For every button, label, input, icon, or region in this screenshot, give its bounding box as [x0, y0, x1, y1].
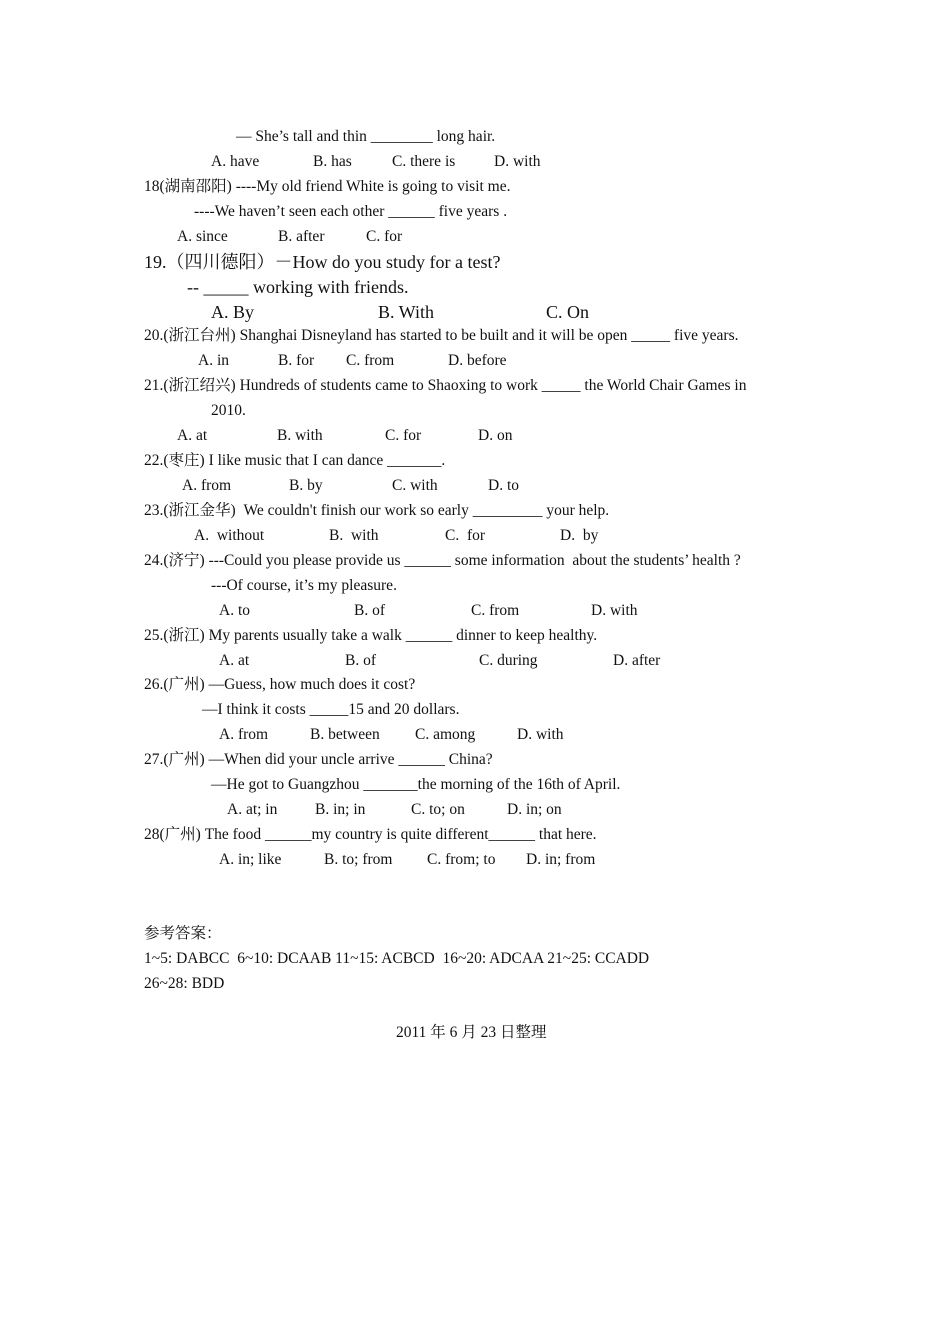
q27-question: 27.(广州) —When did your uncle arrive ______ China?	[144, 751, 493, 768]
q20-option-c: C. from	[346, 352, 395, 369]
q17-option-c: C. there is	[392, 153, 456, 170]
q21-option-b: B. with	[277, 427, 323, 444]
q26-option-a: A. from	[219, 726, 269, 743]
q17-option-d: D. with	[494, 153, 541, 170]
q24-option-b: B. of	[354, 602, 385, 619]
q20-question: 20.(浙江台州) Shanghai Disneyland has started to be built and it will be open _____ five years.	[144, 327, 739, 344]
q19-option-b: B. With	[378, 302, 434, 322]
q24-option-d: D. with	[591, 602, 638, 619]
q23-question: 23.(浙江金华) We couldn't finish our work so early _________ your help.	[144, 502, 610, 519]
q22-option-b: B. by	[289, 477, 323, 494]
q21-option-d: D. on	[478, 427, 513, 444]
q27-reply: —He got to Guangzhou _______the morning of the 16th of April.	[211, 776, 621, 793]
q25-option-d: D. after	[613, 652, 661, 669]
q22-option-a: A. from	[182, 477, 232, 494]
q28-option-c: C. from; to	[427, 851, 496, 868]
q26-option-c: C. among	[415, 726, 476, 743]
q27-option-b: B. in; in	[315, 801, 366, 818]
q24-option-c: C. from	[471, 602, 520, 619]
q19-question: 19.（四川德阳）－How do you study for a test?	[144, 252, 501, 272]
q26-option-b: B. between	[310, 726, 380, 743]
q18-reply: ----We haven’t seen each other ______ five years .	[194, 203, 508, 220]
q28-option-a: A. in; like	[219, 851, 282, 868]
q21-option-c: C. for	[385, 427, 422, 444]
q23-option-d: D. by	[560, 527, 599, 544]
q25-option-c: C. during	[479, 652, 538, 669]
q19-option-c: C. On	[546, 302, 590, 322]
q22-option-c: C. with	[392, 477, 438, 494]
q24-reply: ---Of course, it’s my pleasure.	[211, 577, 397, 594]
q23-option-b: B. with	[329, 527, 379, 544]
q21-question-continued: 2010.	[211, 402, 246, 419]
answers-line-1: 1~5: DABCC 6~10: DCAAB 11~15: ACBCD 16~20: ADCAA 21~25: CCADD	[144, 950, 650, 967]
q19-option-a: A. By	[211, 302, 255, 322]
q21-option-a: A. at	[177, 427, 208, 444]
q18-question: 18(湖南邵阳) ----My old friend White is going to visit me.	[144, 178, 511, 195]
q25-option-b: B. of	[345, 652, 376, 669]
q17-line: — She’s tall and thin ________ long hair.	[236, 128, 496, 145]
q18-option-b: B. after	[278, 228, 325, 245]
q27-option-a: A. at; in	[227, 801, 278, 818]
q18-option-a: A. since	[177, 228, 228, 245]
q21-question: 21.(浙江绍兴) Hundreds of students came to Shaoxing to work _____ the World Chair Games in	[144, 377, 747, 394]
q27-option-c: C. to; on	[411, 801, 465, 818]
q20-option-d: D. before	[448, 352, 507, 369]
q24-option-a: A. to	[219, 602, 250, 619]
q24-question: 24.(济宁) ---Could you please provide us ______ some information about the students’ health ?	[144, 552, 741, 569]
q17-option-b: B. has	[313, 153, 352, 170]
q28-option-b: B. to; from	[324, 851, 393, 868]
answers-line-2: 26~28: BDD	[144, 975, 225, 992]
q20-option-a: A. in	[198, 352, 229, 369]
q18-option-c: C. for	[366, 228, 403, 245]
q17-option-a: A. have	[211, 153, 260, 170]
q26-reply: —I think it costs _____15 and 20 dollars.	[202, 701, 460, 718]
q28-question: 28(广州) The food ______my country is quite different______ that here.	[144, 826, 597, 843]
q23-option-c: C. for	[445, 527, 486, 544]
q22-option-d: D. to	[488, 477, 519, 494]
q19-reply: -- _____ working with friends.	[187, 277, 409, 297]
q27-option-d: D. in; on	[507, 801, 562, 818]
q25-option-a: A. at	[219, 652, 250, 669]
q22-question: 22.(枣庄) I like music that I can dance _______.	[144, 452, 446, 469]
q23-option-a: A. without	[194, 527, 265, 544]
q28-option-d: D. in; from	[526, 851, 596, 868]
q26-question: 26.(广州) —Guess, how much does it cost?	[144, 676, 416, 693]
q25-question: 25.(浙江) My parents usually take a walk ______ dinner to keep healthy.	[144, 627, 598, 644]
compiled-date: 2011 年 6 月 23 日整理	[396, 1024, 547, 1041]
q26-option-d: D. with	[517, 726, 564, 743]
answers-heading: 参考答案：	[144, 925, 222, 942]
q20-option-b: B. for	[278, 352, 315, 369]
